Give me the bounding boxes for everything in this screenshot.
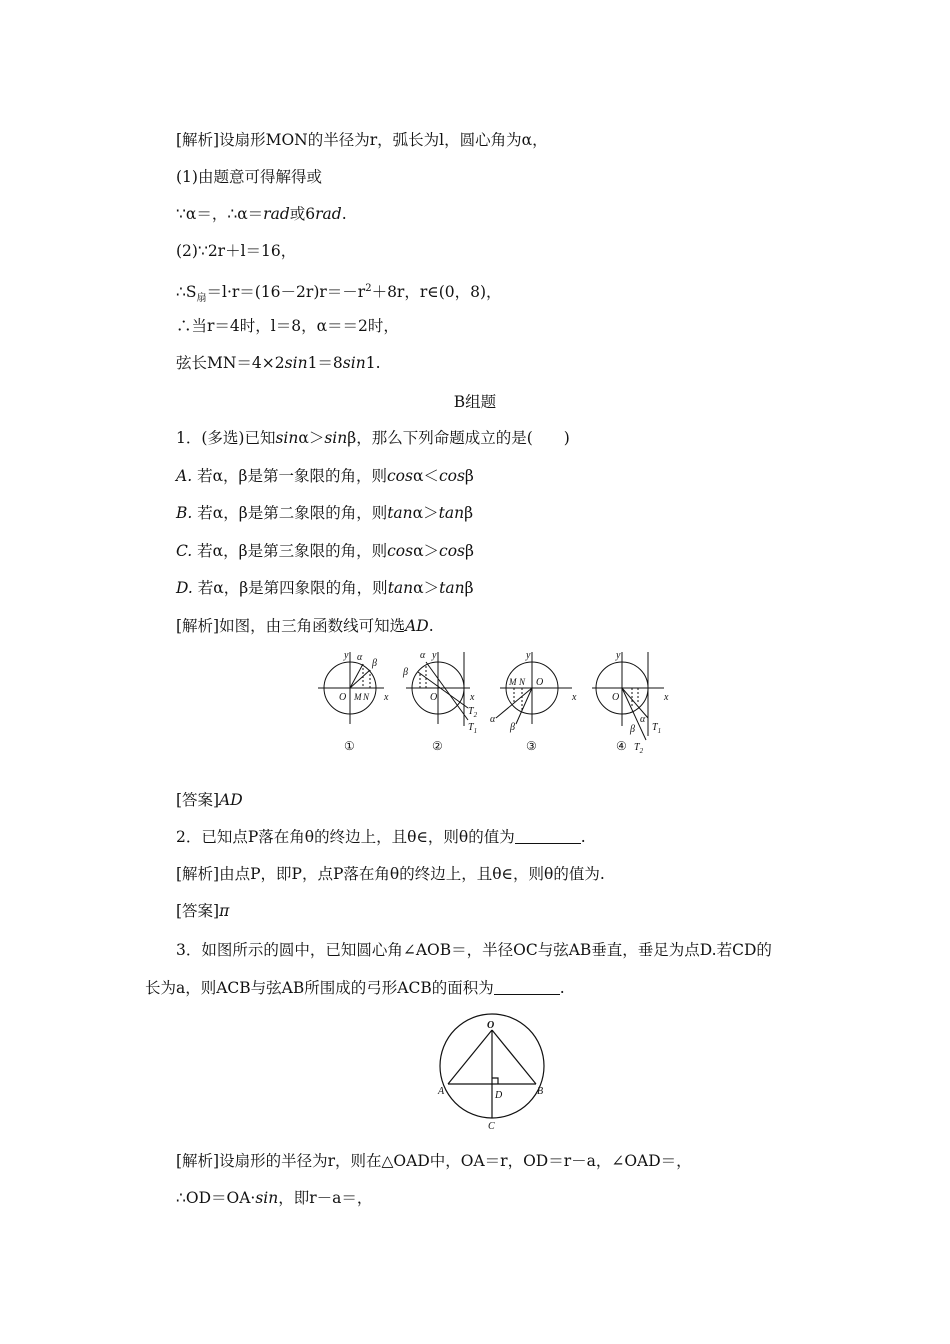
point-a-label: A [438,1086,445,1097]
figure-4 [592,650,669,755]
q3-solution-line1: [解析]设扇形的半径为r，则在△OAD中，OA＝r，OD＝r－a，∠OAD＝， [176,1152,692,1170]
fig4-origin-label: O [612,692,620,703]
fig4-caption: ④ [616,739,627,753]
solution-area: $\therefore S_扇=l\cdot r=(16-2r)r=-r^2+8r$，r∈(0，8)， [176,283,502,305]
fig2-t1-label: $T_1$ [468,722,478,735]
point-o-label: O [487,1020,495,1031]
point-c-label: C [488,1121,495,1130]
figure-2 [402,650,478,753]
fig4-beta-label: β [630,724,635,735]
fig4-t2-label: $T_2$ [634,742,644,755]
sector-figure [434,1008,550,1130]
solution-max: ∴当r＝4时，l＝8，α＝＝2时， [176,317,399,335]
fig3-y-label: y [526,650,531,661]
figure-3 [490,650,577,753]
fig3-n-label: N [519,677,526,687]
solution-part1: (1)由题意可得解得或 [176,168,322,186]
answer-blank [515,829,581,844]
q1-solution: [解析]如图，由三角函数线可知选AD. [176,617,434,635]
fig2-alpha-label: α [420,650,426,661]
fig2-origin-label: O [430,692,438,703]
trig-line-figures [310,646,680,758]
fig4-t1-label: $T_1$ [652,722,662,735]
solution-part2: (2)∵2r＋l＝16， [176,242,297,260]
q1-stem: 1．(多选)已知sinα＞sinβ，那么下列命题成立的是( ) [176,429,570,447]
fig3-caption: ③ [526,739,537,753]
fig1-alpha-label: α [357,652,363,663]
q1-option-b: B. 若α，β是第二象限的角，则tanα＞tanβ [176,504,474,522]
fig3-m-label: M [509,677,517,687]
fig4-x-label: x [664,692,669,703]
q3-stem-line2: 长为a，则ACB与弦AB所围成的弓形ACB的面积为 . [145,979,565,997]
point-b-label: B [537,1086,544,1097]
solution-alpha-values: ∵α＝，∴α＝rad或6rad. [176,205,347,223]
q3-solution-line2: ∴OD＝OA·sin，即r－a＝， [176,1189,373,1207]
fig1-beta-label: β [372,658,377,669]
fig1-n-label: N [363,692,370,702]
answer-blank [494,980,560,995]
fig2-t2-label: $T_2$ [468,706,478,719]
fig2-x-label: x [470,692,475,703]
fig1-caption: ① [344,739,355,753]
fig2-y-label: y [432,650,437,661]
section-title: B组题 [453,393,497,411]
q1-option-d: D. 若α，β是第四象限的角，则tanα＞tanβ [176,579,474,597]
fig3-beta-label: β [510,722,515,733]
solution-intro: [解析]设扇形MON的半径为r，弧长为l，圆心角为α， [176,131,548,149]
q1-option-a: A. 若α，β是第一象限的角，则cosα＜cosβ [176,467,474,485]
solution-chord: 弦长MN＝4×2sin1＝8sin1. [176,354,381,372]
q3-stem-line1: 3．如图所示的圆中，已知圆心角∠AOB＝，半径OC与弦AB垂直，垂足为点D.若CD的 [176,941,772,959]
fig3-x-label: x [572,692,577,703]
fig4-y-label: y [616,650,621,661]
q1-option-c: C. 若α，β是第三象限的角，则cosα＞cosβ [176,542,474,560]
fig2-beta-label: β [403,667,408,678]
fig2-caption: ② [432,739,443,753]
q2-solution: [解析]由点P，即P，点P落在角θ的终边上，且θ∈，则θ的值为. [176,865,605,883]
fig1-origin-label: O [339,692,347,703]
fig1-y-label: y [344,650,349,661]
point-d-label: D [495,1090,503,1101]
fig3-alpha-label: α [490,714,496,725]
q1-answer: [答案]AD [176,791,243,809]
fig4-alpha-label: α [640,714,646,725]
q2-answer: [答案]π [176,902,230,920]
fig1-m-label: M [354,692,362,702]
fig3-origin-label: O [536,677,544,688]
q2-stem: 2．已知点P落在角θ的终边上，且θ∈，则θ的值为 . [176,828,586,846]
fig1-x-label: x [384,692,389,703]
figure-1 [318,650,389,753]
